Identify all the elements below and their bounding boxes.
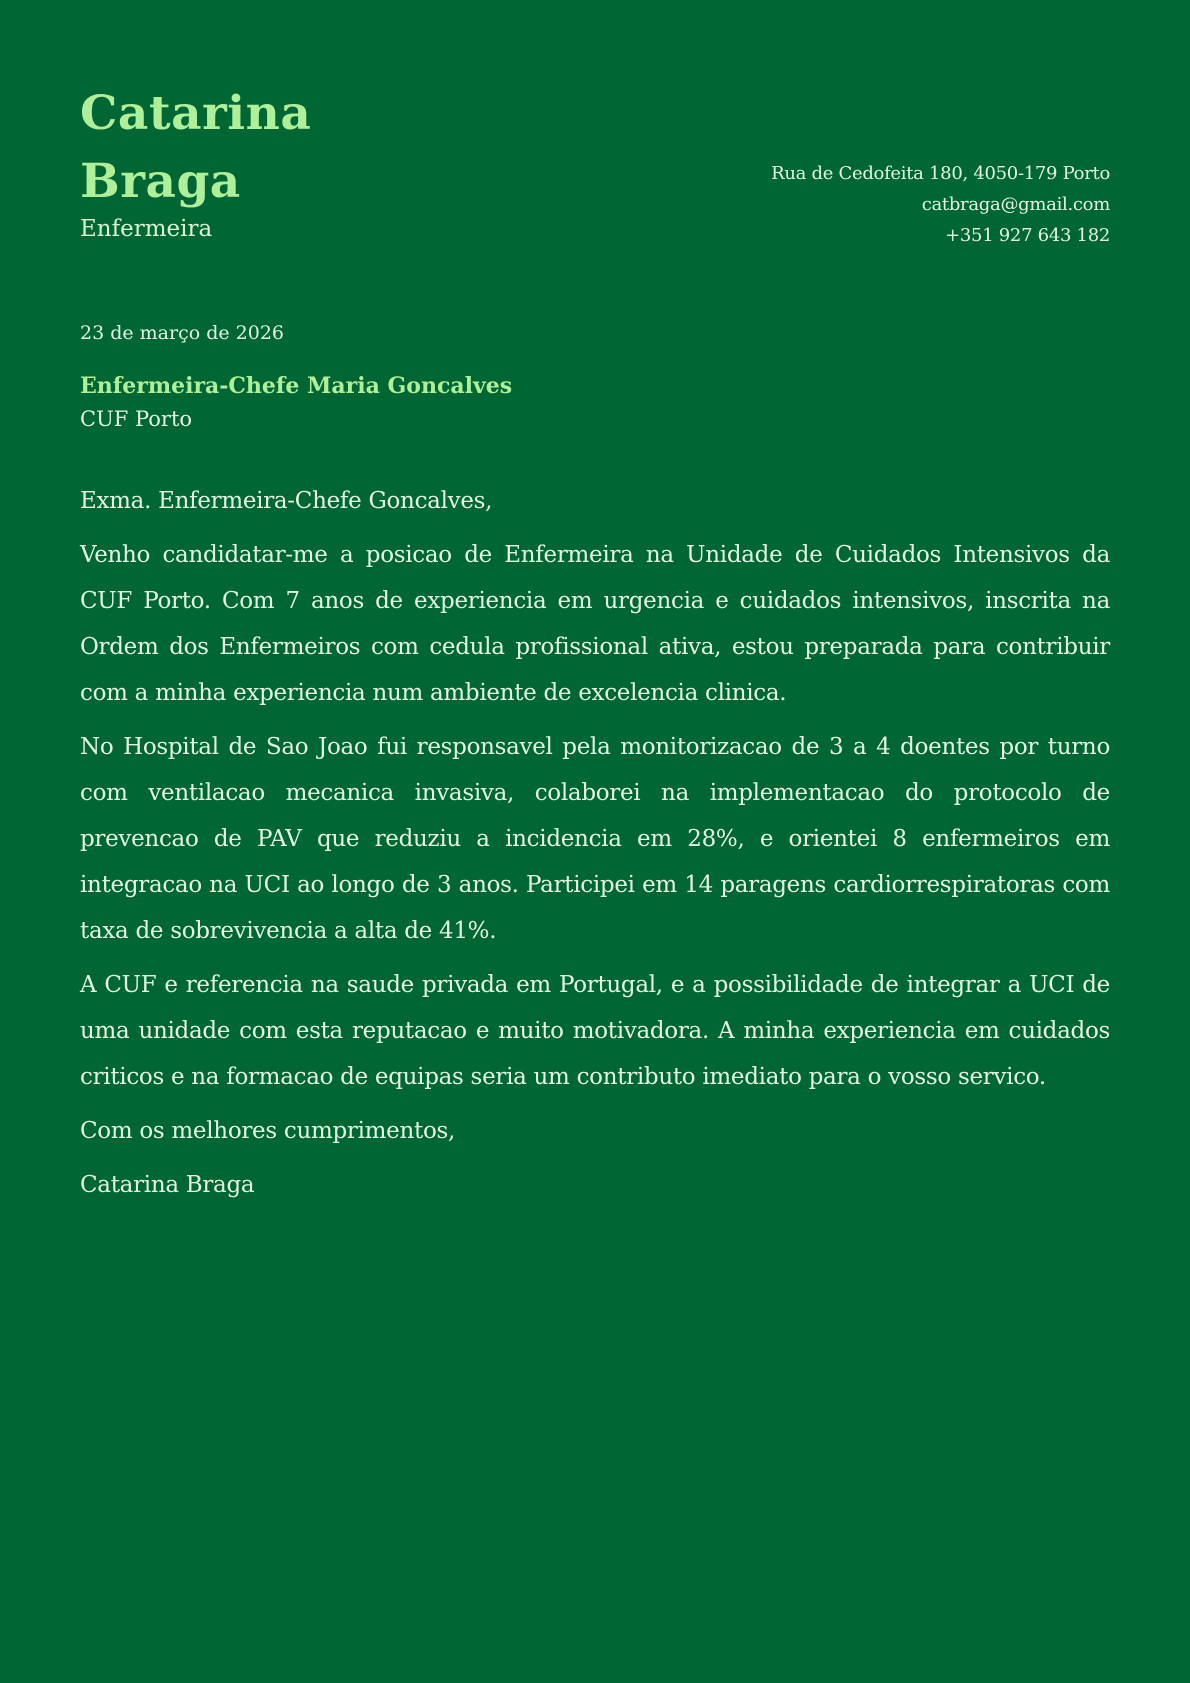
letter-header [80, 0, 1110, 280]
sender-first-name: Catarina [80, 86, 312, 141]
greeting: Exma. Enfermeira-Chefe Goncalves, [80, 488, 493, 514]
recipient-name: Enfermeira-Chefe Maria Goncalves [80, 373, 513, 399]
cover-letter-page [80, 0, 1110, 1198]
paragraph-1: Venho candidatar-me a posicao de Enfermeira na Unidade de Cuidados Intensivos da CUF Porto. Com 7 anos de experiencia em urgencia e cuidados intensivos, inscrita na Ordem dos Enfermeiros com cedula profissional ativa, estou preparada para contribuir com a minha experiencia num ambiente de excelencia clinica. [80, 542, 1110, 706]
contact-address: Rua de Cedofeita 180, 4050-179 Porto [771, 163, 1110, 184]
letter-body [80, 478, 1110, 1216]
paragraph-3: A CUF e referencia na saude privada em Portugal, e a possibilidade de integrar a UCI de uma unidade com esta reputacao e muito motivadora. A minha experiencia em cuidados criticos e na formacao de equipas seria um contributo imediato para o vosso servico. [80, 972, 1110, 1090]
contact-phone: +351 927 643 182 [945, 225, 1110, 246]
letter-date: 23 de março de 2026 [80, 322, 285, 344]
contact-block [771, 158, 1110, 251]
sender-role: Enfermeira [80, 216, 213, 242]
signature: Catarina Braga [80, 1172, 255, 1198]
sender-last-name: Braga [80, 154, 241, 209]
sender-name [80, 80, 311, 216]
contact-email: catbraga@gmail.com [921, 194, 1110, 215]
paragraph-2: No Hospital de Sao Joao fui responsavel pela monitorizacao de 3 a 4 doentes por turno com ventilacao mecanica invasiva, colaborei na implementacao do protocolo de prevencao de PAV que reduziu a incidencia em 28%, e orientei 8 enfermeiros em integracao na UCI ao longo de 3 anos. Participei em 14 paragens cardiorrespiratoras com taxa de sobrevivencia a alta de 41%. [80, 734, 1110, 944]
closing: Com os melhores cumprimentos, [80, 1118, 456, 1144]
recipient-organization: CUF Porto [80, 407, 193, 431]
